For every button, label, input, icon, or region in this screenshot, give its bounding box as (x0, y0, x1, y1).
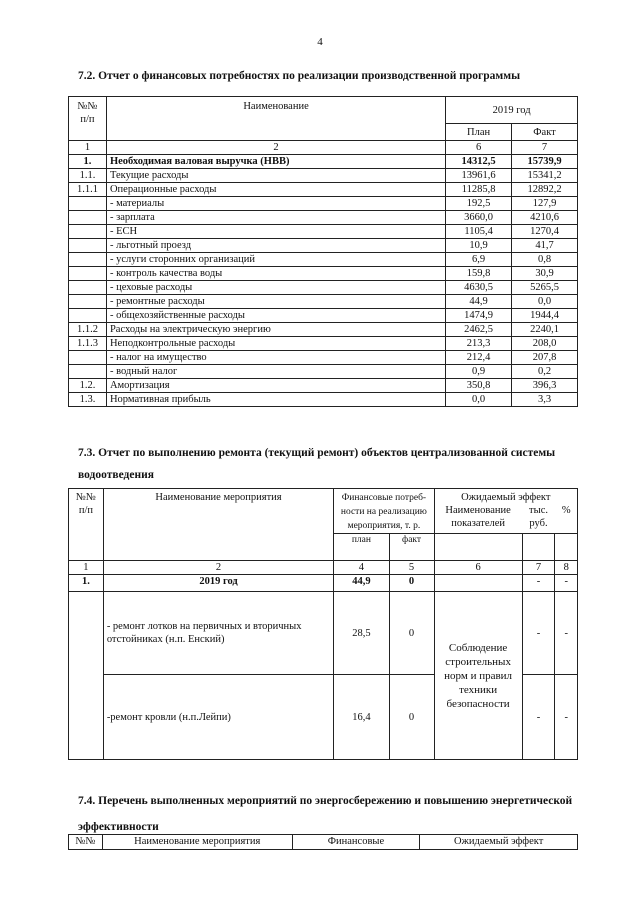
row-plan: 10,9 (446, 239, 512, 253)
index-cell: 2 (106, 141, 445, 155)
row-name: - налог на имущество (106, 351, 445, 365)
row-name: Расходы на электрическую энергию (106, 323, 445, 337)
header-name: Наименование мероприятия (103, 489, 333, 561)
header-fact: Факт (512, 124, 578, 141)
table-row (69, 267, 578, 281)
item-fact: 0 (389, 592, 434, 675)
index-cell: 1 (69, 561, 104, 575)
index-cell: 1 (69, 141, 107, 155)
section-7-4-title-line1: 7.4. Перечень выполненных мероприятий по энергосбережению и повышению энергетической (78, 795, 573, 807)
table-row (69, 323, 578, 337)
row-name: Неподконтрольные расходы (106, 337, 445, 351)
section-7-3-title-line2: водоотведения (78, 469, 154, 481)
section-7-2-title: 7.2. Отчет о финансовых потребностях по реализации производственной программы (78, 70, 521, 82)
row-name: - цеховые расходы (106, 281, 445, 295)
row-plan: 2462,5 (446, 323, 512, 337)
row-fact: 3,3 (512, 393, 578, 407)
header-plan: план (334, 534, 389, 561)
row-name: - общехозяйственные расходы (106, 309, 445, 323)
row-fact: 41,7 (512, 239, 578, 253)
total-num: 1. (69, 575, 104, 592)
row-plan: 3660,0 (446, 211, 512, 225)
header-name: Наименование (106, 97, 445, 141)
item-percent: - (555, 592, 578, 675)
row-fact: 208,0 (512, 337, 578, 351)
table-row (69, 183, 578, 197)
row-fact: 2240,1 (512, 323, 578, 337)
row-plan: 6,9 (446, 253, 512, 267)
section-7-4-title-line2: эффективности (78, 821, 159, 833)
header-name: Наименование мероприятия (102, 835, 292, 850)
row-plan: 1105,4 (446, 225, 512, 239)
row-num (69, 267, 107, 281)
row-name: - материалы (106, 197, 445, 211)
item-name: - ремонт лотков на первичных и вторичных отстойниках (н.п. Енский) (103, 592, 333, 675)
row-num (69, 309, 107, 323)
row-num: 1.1.3 (69, 337, 107, 351)
header-percent: % (555, 504, 578, 531)
row-fact: 5265,5 (512, 281, 578, 295)
row-num (69, 239, 107, 253)
header-effect: Ожидаемый эффект (434, 489, 577, 534)
table-row (69, 393, 578, 407)
index-cell: 6 (446, 141, 512, 155)
total-indicator (434, 575, 522, 592)
row-name: - водный налог (106, 365, 445, 379)
total-thous: - (522, 575, 555, 592)
row-num (69, 211, 107, 225)
row-name: - ремонтные расходы (106, 295, 445, 309)
index-cell: 8 (555, 561, 578, 575)
row-plan: 350,8 (446, 379, 512, 393)
row-fact: 0,0 (512, 295, 578, 309)
row-plan: 213,3 (446, 337, 512, 351)
index-cell: 4 (334, 561, 389, 575)
energy-measures-table (68, 834, 578, 850)
row-plan: 192,5 (446, 197, 512, 211)
row-num: 1.2. (69, 379, 107, 393)
table-row (69, 281, 578, 295)
row-name: Необходимая валовая выручка (НВВ) (106, 155, 445, 169)
row-name: - льготный проезд (106, 239, 445, 253)
row-fact: 1944,4 (512, 309, 578, 323)
header-num: №№ п/п (69, 97, 107, 141)
total-percent: - (555, 575, 578, 592)
total-fact: 0 (389, 575, 434, 592)
table-row (69, 225, 578, 239)
total-name: 2019 год (103, 575, 333, 592)
row-fact: 396,3 (512, 379, 578, 393)
table-row (69, 295, 578, 309)
row-plan: 159,8 (446, 267, 512, 281)
header-financial: Финансовые (292, 835, 420, 850)
row-num: 1.1.1 (69, 183, 107, 197)
row-plan: 11285,8 (446, 183, 512, 197)
row-plan: 4630,5 (446, 281, 512, 295)
header-financial: Финансовые потреб-ности на реализацию мероприятия, т. р. (334, 489, 434, 534)
row-plan: 0,9 (446, 365, 512, 379)
effect-text: Соблюдение строительных норм и правил техники безопасности (434, 592, 522, 760)
row-name: - услуги сторонних организаций (106, 253, 445, 267)
table-row (69, 253, 578, 267)
items-num (69, 592, 104, 760)
row-plan: 0,0 (446, 393, 512, 407)
header-num: №№ п/п (69, 489, 104, 561)
row-name: - ЕСН (106, 225, 445, 239)
row-plan: 1474,9 (446, 309, 512, 323)
item-thous: - (522, 592, 555, 675)
row-num (69, 281, 107, 295)
page-number: 4 (317, 36, 323, 48)
financial-needs-table (68, 96, 578, 407)
row-num: 1. (69, 155, 107, 169)
row-name: Амортизация (106, 379, 445, 393)
section-7-3-title (78, 444, 555, 484)
item-fact: 0 (389, 675, 434, 760)
header-plan: План (446, 124, 512, 141)
item-plan: 16,4 (334, 675, 389, 760)
row-fact: 12892,2 (512, 183, 578, 197)
row-num (69, 197, 107, 211)
row-num: 1.1.2 (69, 323, 107, 337)
header-num: №№ (69, 835, 103, 850)
row-name: - контроль качества воды (106, 267, 445, 281)
row-fact: 207,8 (512, 351, 578, 365)
index-cell: 7 (512, 141, 578, 155)
row-plan: 44,9 (446, 295, 512, 309)
row-plan: 13961,6 (446, 169, 512, 183)
row-name: Нормативная прибыль (106, 393, 445, 407)
index-cell: 6 (434, 561, 522, 575)
repair-report-table (68, 488, 578, 760)
row-num (69, 365, 107, 379)
row-num (69, 295, 107, 309)
section-7-3-title-line1: 7.3. Отчет по выполнению ремонта (текущий ремонт) объектов централизованной системы (78, 447, 556, 459)
table-row (69, 351, 578, 365)
header-fact: факт (389, 534, 434, 561)
section-7-4-title (78, 792, 572, 836)
table-row (69, 309, 578, 323)
header-year: 2019 год (446, 97, 578, 124)
row-num: 1.1. (69, 169, 107, 183)
row-num: 1.3. (69, 393, 107, 407)
row-num (69, 351, 107, 365)
index-cell: 5 (389, 561, 434, 575)
row-fact: 127,9 (512, 197, 578, 211)
item-plan: 28,5 (334, 592, 389, 675)
row-num (69, 225, 107, 239)
table-row (69, 379, 578, 393)
table-row (69, 169, 578, 183)
item-thous: - (522, 675, 555, 760)
table-row (69, 337, 578, 351)
index-cell: 7 (522, 561, 555, 575)
row-name: Текущие расходы (106, 169, 445, 183)
item-percent: - (555, 675, 578, 760)
financial-rows (69, 155, 578, 407)
header-effect: Ожидаемый эффект (420, 835, 578, 850)
row-plan: 212,4 (446, 351, 512, 365)
row-fact: 1270,4 (512, 225, 578, 239)
row-fact: 30,9 (512, 267, 578, 281)
row-plan: 14312,5 (446, 155, 512, 169)
row-fact: 15341,2 (512, 169, 578, 183)
row-name: Операционные расходы (106, 183, 445, 197)
table-row (69, 197, 578, 211)
row-name: - зарплата (106, 211, 445, 225)
item-name: -ремонт кровли (н.п.Лейпи) (103, 675, 333, 760)
row-fact: 0,8 (512, 253, 578, 267)
table-row (69, 239, 578, 253)
row-fact: 15739,9 (512, 155, 578, 169)
index-cell: 2 (103, 561, 333, 575)
table-row (69, 211, 578, 225)
row-fact: 0,2 (512, 365, 578, 379)
row-fact: 4210,6 (512, 211, 578, 225)
table-row (69, 365, 578, 379)
table-row (69, 155, 578, 169)
header-thous: тыс. руб. (522, 504, 555, 531)
row-num (69, 253, 107, 267)
total-plan: 44,9 (334, 575, 389, 592)
header-indicator: Наименование показателей (434, 504, 522, 531)
